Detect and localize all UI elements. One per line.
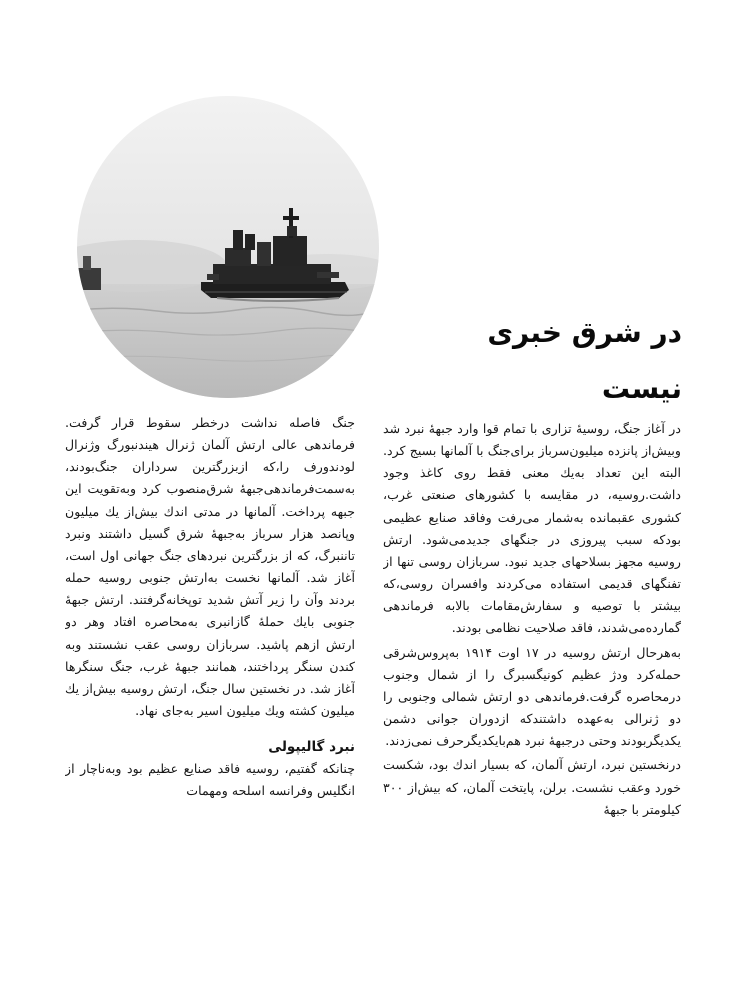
paragraph: جنگ فاصله نداشت درخطر سقوط قرار گرفت. فرماندهی عالی ارتش آلمان ژنرال هیندنبورگ وژنرال لودندورف را،كه ازبزرگترین سرداران جنگ‌بودند، به‌سمت‌فرماندهی‌جبههٔ شرق‌منصوب كرد وبه‌تقویت این جبهه پرداخت. آلمانها در مدتی اندك بیش‌از یك میلیون وپانصد هزار سرباز به‌جبههٔ شرق گسیل داشتند ونبرد تاننبرگ، كه از بزرگترین نبردهای جنگ جهانی اول است، آغاز شد. آلمانها نخست به‌ارتش جنوبی روسیه حمله بردند وآن را زیر آتش شدید توپخانه‌گرفتند. ارتش جبههٔ جنوبی بایك حملهٔ گازانبری به‌محاصره افتاد وهر دو ارتش ازهم پاشید. سربازان روسی عقب نشستند وبه كندن سنگر پرداختند، همانند جبههٔ غرب، جنگ سنگرها آغاز شد. در نخستین سال جنگ، ارتش روسیه بیش‌از یك میلیون كشته ویك میلیون اسیر به‌جای نهاد. <box>65 415 355 719</box>
right-text-column <box>383 418 681 964</box>
paragraph: درنخستین نبرد، ارتش آلمان، كه بسیار اندك بود، شكست خورد وعقب نشست. برلن، پایتخت آلمان، كه بیش‌از ۳۰۰ كیلومتر با جبههٔ <box>383 757 681 817</box>
section-subheading: نبرد گالیپولی <box>268 739 355 756</box>
paragraph: در آغاز جنگ، روسیهٔ تزاری با تمام قوا وارد جبههٔ نبرد شد وبیش‌از پانزده میلیون‌سرباز برای‌جنگ با آلمانها بسیج کرد. البته این تعداد به‌یك معنی فقط روی كاغذ وجود داشت.روسیه، در مقایسه با كشورهای صنعتی غرب، كشوری عقبمانده به‌شمار می‌رفت وفاقد صنایع عظیمی بودكه سبب پیروزی در جنگهای جدیدمی‌شود. ارتش روسیه مجهز بسلاحهای جدید نبود. سربازان روسی تنها از تفنگهای قدیمی استفاده می‌كردند وافسران روسی،كه بیشتر با توصیه و سفارش‌مقامات بالابه فرماندهی گمارده‌می‌شدند، فاقد صلاحیت نظامی بودند. <box>383 421 681 636</box>
sea <box>77 284 379 398</box>
left-text-column <box>65 412 355 964</box>
paragraph: چنانكه گفتیم، روسیه فاقد صنایع عظیم بود وبه‌ناچار از انگلیس وفرانسه اسلحه ومهمات <box>65 761 355 799</box>
article-title: در شرق خبری نیست <box>487 316 682 405</box>
battleship-photo <box>77 96 379 398</box>
paragraph: به‌هرحال ارتش روسیه در ۱۷ اوت ۱۹۱۴ به‌پروس‌شرقی حمله‌كرد ودژ عظیم كونیگسبرگ را از شمال وجنوب درمحاصره گرفت.فرماندهی دو ارتش شمالی وجنوبی را دو ژنرالی به‌عهده داشتندكه ازدوران جوانی دشمن یكدیگربودند وحتی درجبههٔ نبرد هم‌بایكدیگرحرف نمی‌زدند. <box>383 644 681 749</box>
battleship-illustration <box>77 96 379 398</box>
